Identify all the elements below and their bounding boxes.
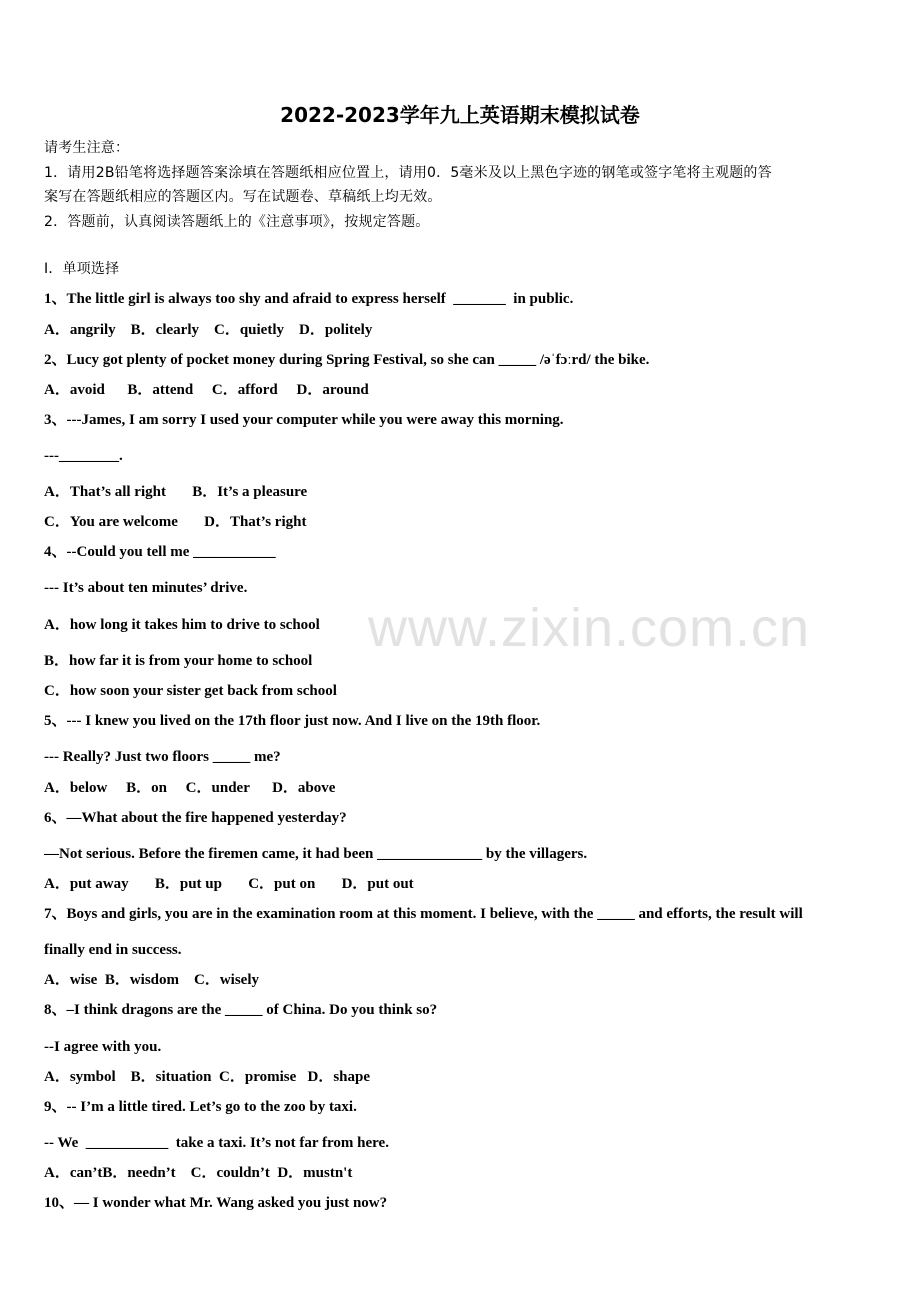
question-4-stem: 4、--Could you tell me ___________	[44, 544, 276, 560]
question-4-response: --- It’s about ten minutes’ drive.	[44, 580, 248, 596]
question-3-response: ---________.	[44, 448, 123, 464]
notice-item-1-line-2: 案写在答题纸相应的答题区内。写在试题卷、草稿纸上均无效。	[44, 189, 442, 205]
question-2-stem: 2、Lucy got plenty of pocket money during Spring Festival, so she can _____ /əˈfɔːrd/ the bike.	[44, 352, 650, 368]
question-5-response: --- Really? Just two floors _____ me?	[44, 749, 281, 765]
question-9-options: A．can’tB．needn’t C．couldn’t D．mustn't	[44, 1165, 353, 1181]
question-7-stem-line-2: finally end in success.	[44, 942, 182, 958]
question-7-options: A．wise B．wisdom C．wisely	[44, 972, 260, 988]
question-3-options-row-2: C．You are welcome D．That’s right	[44, 514, 307, 530]
question-4-option-a: A．how long it takes him to drive to school	[44, 617, 320, 633]
question-1-stem: 1、The little girl is always too shy and afraid to express herself _______ in public.	[44, 291, 574, 307]
question-10-stem: 10、— I wonder what Mr. Wang asked you just now?	[44, 1195, 388, 1211]
question-8-options: A．symbol B．situation C．promise D．shape	[44, 1069, 371, 1085]
question-8-stem: 8、–I think dragons are the _____ of China. Do you think so?	[44, 1002, 438, 1018]
notice-header: 请考生注意：	[44, 140, 130, 156]
notice-item-1-line-1: 1．请用2B铅笔将选择题答案涂填在答题纸相应位置上，请用0．5毫米及以上黑色字迹的钢笔或签字笔将主观题的答	[44, 165, 772, 181]
page-title: 2022-2023学年九上英语期末模拟试卷	[280, 103, 640, 127]
question-6-response: —Not serious. Before the firemen came, it had been ______________ by the villagers.	[44, 846, 588, 862]
notice-item-2: 2．答题前，认真阅读答题纸上的《注意事项》，按规定答题。	[44, 214, 430, 230]
question-9-response: -- We ___________ take a taxi. It’s not far from here.	[44, 1135, 389, 1151]
question-2-options: A．avoid B．attend C．afford D．around	[44, 382, 369, 398]
question-8-response: --I agree with you.	[44, 1039, 162, 1055]
question-3-options-row-1: A．That’s all right B．It’s a pleasure	[44, 484, 308, 500]
question-4-option-b: B．how far it is from your home to school	[44, 653, 313, 669]
question-5-stem: 5、--- I knew you lived on the 17th floor just now. And I live on the 19th floor.	[44, 713, 541, 729]
question-6-options: A．put away B．put up C．put on D．put out	[44, 876, 414, 892]
question-7-stem-line-1: 7、Boys and girls, you are in the examination room at this moment. I believe, with the _____ and efforts, the result will	[44, 906, 803, 922]
question-5-options: A．below B．on C．under D．above	[44, 780, 336, 796]
watermark: www.zixin.com.cn	[368, 598, 811, 658]
question-1-options: A．angrily B．clearly C．quietly D．politely	[44, 322, 373, 338]
section-heading: Ⅰ．单项选择	[44, 261, 120, 277]
question-6-stem: 6、—What about the fire happened yesterday?	[44, 810, 347, 826]
question-4-option-c: C．how soon your sister get back from school	[44, 683, 337, 699]
question-3-stem: 3、---James, I am sorry I used your computer while you were away this morning.	[44, 412, 564, 428]
question-9-stem: 9、-- I’m a little tired. Let’s go to the zoo by taxi.	[44, 1099, 357, 1115]
